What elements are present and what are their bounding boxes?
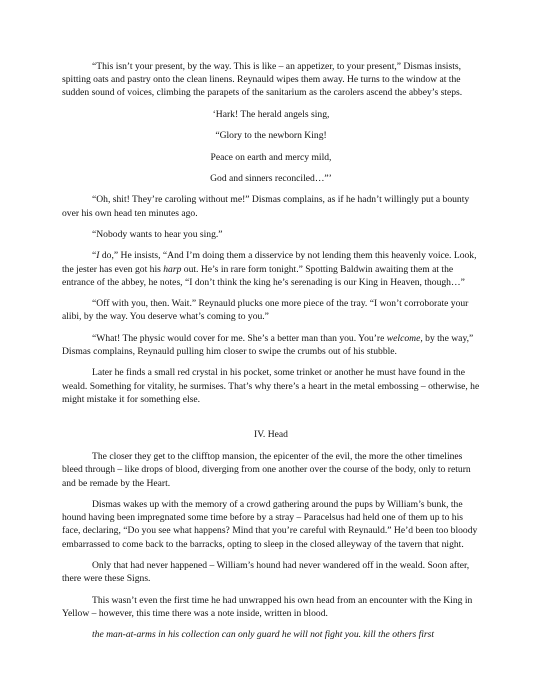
text-run: do,” He insists, “And I’m doing them a disservice by not lending them this heavenly voice. Look, the jester has even got his (62, 250, 477, 275)
text-run: “What! The physic would cover for me. She’s a better man than you. You’re (92, 332, 387, 344)
verse-line: God and sinners reconciled…”’ (210, 172, 332, 184)
paragraph: “Off with you, then. Wait.” Reynauld plucks one more piece of the tray. “I won’t corroborate your alibi, by the way. You deserve what’s coming to you.” (62, 298, 469, 323)
paragraph: “Nobody wants to hear you sing.” (92, 228, 223, 240)
paragraph: Only that had never happened – William’s hound had never wandered off in the weald. Soon after, there were these Signs. (62, 559, 470, 585)
emphasis: I (96, 250, 100, 262)
verse-line: “Glory to the newborn King! (215, 130, 327, 142)
verse-line: ‘Hark! The herald angels sing, (212, 108, 330, 120)
section-heading: IV. Head (254, 428, 288, 440)
paragraph: Dismas wakes up with the memory of a crowd gathering around the pups by William’s bunk, the hound having been impregnated some time before by a stray – Paracelsus had held one of them up to his face, declaring, “Do you see what happens? Mind that you’re careful with Reynauld.” He’d been too bloody embarrassed to come back to the barracks, opting to sleep in the closed alleyway of the tavern that night. (62, 498, 478, 550)
paragraph (62, 249, 480, 289)
emphasis: welcome (386, 332, 421, 344)
paragraph: “Oh, shit! They’re caroling without me!” Dismas complains, as if he hadn’t willingly put a bounty over his own head ten minutes ago. (62, 194, 470, 219)
verse-line: Peace on earth and mercy mild, (210, 151, 332, 163)
text-run: out. He’s in rare form tonight.” Spotting Baldwin awaiting them at the entrance of the abbey, he notes, “I don’t think the king he’s serenading is our King in Heaven, though…” (62, 263, 465, 288)
paragraph: The closer they get to the clifftop mansion, the epicenter of the evil, the more the other timelines bleed through – like drops of blood, diverging from one another over the course of the body, only to return and be remade by the Heart. (62, 451, 471, 489)
paragraph: This wasn’t even the first time he had unwrapped his own head from an encounter with the King in Yellow – however, this time there was a note inside, written in blood. (62, 594, 473, 619)
paragraph: Later he finds a small red crystal in his pocket, some trinket or another he must have found in the weald. Something for vitality, he surmises. That’s why there’s a heart in the metal embossing – otherwise, he might mistake it for something else. (62, 367, 480, 405)
text-run: “ (92, 250, 97, 262)
document-page (62, 60, 480, 650)
text-run: , by the way,” Dismas complains, Reynauld pulling him closer to swipe the crumbs out of his stubble. (62, 332, 474, 357)
italic-note: the man-at-arms in his collection can only guard he will not fight you. kill the others first (92, 629, 435, 641)
emphasis: harp (163, 263, 182, 275)
paragraph (62, 332, 480, 358)
paragraph: “This isn’t your present, by the way. This is like – an appetizer, to your present,” Dismas insists, spitting oats and pastry onto the clean linens. Reynauld wipes them away. He turns to the window at the sudden sound of voices, climbing the parapets of the sanitarium as the carolers ascend the abbey’s steps. (62, 61, 463, 99)
